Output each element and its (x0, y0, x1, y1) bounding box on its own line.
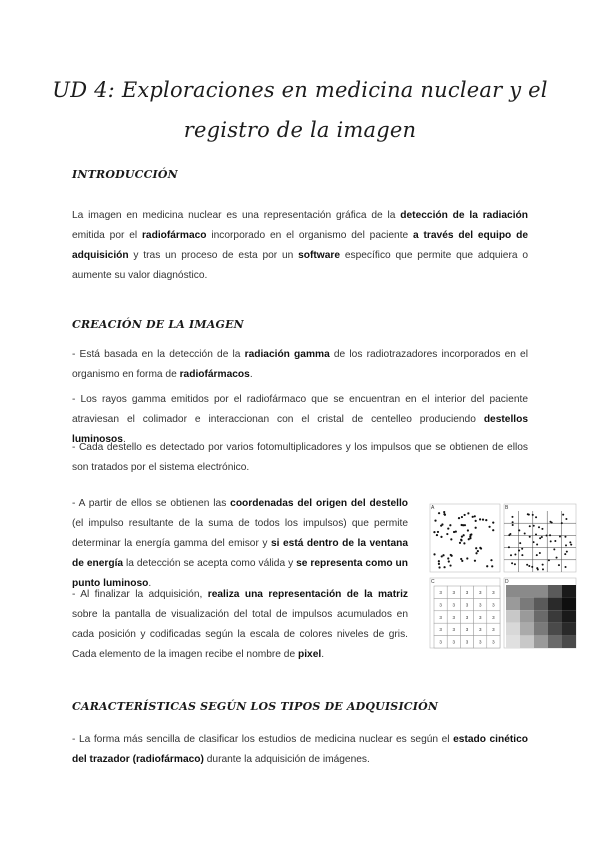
paragraph-bold: realiza una representación de la matriz (207, 589, 408, 600)
scintillation-dot (433, 553, 435, 555)
scintillation-dot (508, 546, 510, 548)
panel-c-label: C (431, 579, 435, 585)
intro-text: emitida por el (72, 230, 142, 241)
grayscale-cell (562, 635, 576, 648)
matrix-cell-value: 3 (452, 590, 456, 595)
scintillation-dot (436, 534, 438, 536)
matrix-cell-value: 3 (492, 590, 495, 595)
grayscale-cell (562, 598, 576, 611)
intro-bold: detección de la radiación (400, 210, 528, 221)
intro-bold: a través del equipo de adquisición (72, 230, 528, 261)
paragraph-bold: coordenadas del origen del destello (230, 498, 408, 509)
intro-text: específico que permite que adquiera o aumente su valor diagnóstico. (72, 250, 528, 281)
scintillation-dot (533, 525, 535, 527)
scintillation-dot (440, 536, 442, 538)
paragraph-bold: si está dentro de la ventana de energía (72, 538, 408, 569)
matrix-cell-value: 3 (465, 590, 469, 595)
scintillation-dot (539, 552, 541, 554)
grayscale-cell (520, 635, 534, 648)
scintillation-dot (462, 524, 464, 526)
scintillation-dot (549, 534, 551, 536)
scintillation-dot (443, 566, 445, 568)
features-heading: CARACTERÍSTICAS SEGÚN LOS TIPOS DE ADQUISICIÓN (72, 700, 439, 713)
matrix-cell-value: 3 (452, 639, 456, 645)
matrix-cell-value: 3 (478, 639, 482, 645)
grayscale-cell (506, 635, 520, 648)
scintillation-dot (532, 514, 534, 516)
scintillation-dot (475, 552, 477, 554)
intro-bold: software (298, 250, 341, 261)
scintillation-dot (542, 568, 544, 570)
scintillation-dot (519, 542, 521, 544)
matrix-cell-value: 3 (465, 602, 469, 608)
scintillation-dot (469, 537, 471, 539)
scintillation-dot (554, 540, 556, 542)
scintillation-dot (441, 555, 443, 557)
scintillation-dot (463, 542, 465, 544)
matrix-cell-value: 3 (478, 614, 482, 620)
panel-a-label: A (431, 505, 435, 511)
matrix-cell-value: 3 (478, 602, 482, 608)
grayscale-cell (506, 585, 520, 598)
scintillation-dot (559, 535, 561, 537)
scintillation-dot (490, 559, 492, 561)
grayscale-cell (534, 598, 548, 611)
paragraph-bold: estado cinético del trazador (radiofármaco) (72, 734, 528, 765)
paragraph-text: - Está basada en la detección de la (72, 349, 245, 360)
scintillation-dot (524, 532, 526, 534)
scintillation-dot (434, 520, 436, 522)
matrix-cell-value: 3 (439, 627, 442, 633)
scintillation-dot (535, 534, 537, 536)
scintillation-dot (459, 542, 461, 544)
scintillation-dot (447, 557, 449, 559)
intro-text: y tras un proceso de esta por un (128, 250, 299, 261)
paragraph-text: . (249, 369, 253, 380)
scintillation-dot (463, 534, 465, 536)
grayscale-cell (534, 610, 548, 623)
paragraph-text: durante la adquisición de imágenes. (203, 754, 370, 765)
scintillation-dot (510, 554, 512, 556)
scintillation-dot (461, 560, 463, 562)
panel-b (504, 504, 576, 572)
panel-c (430, 578, 500, 648)
scintillation-dot (449, 564, 451, 566)
scintillation-dot (467, 512, 469, 514)
creation-paragraph-3 (72, 438, 528, 478)
scintillation-dot (443, 513, 445, 515)
grayscale-cell (520, 610, 534, 623)
grayscale-cell (520, 623, 534, 636)
grayscale-cell (520, 598, 534, 611)
scintillation-dot (541, 536, 543, 538)
matrix-cell-value: 3 (452, 627, 456, 633)
paragraph-text: - A partir de ellos se obtienen las (72, 498, 231, 509)
scintillation-dot (492, 529, 494, 531)
scintillation-dot (438, 566, 440, 568)
grayscale-cell (506, 610, 520, 623)
scintillation-dot (475, 520, 477, 522)
scintillation-dot (441, 523, 443, 525)
scintillation-dot (492, 521, 494, 523)
scintillation-dot (564, 553, 566, 555)
scintillation-dot (514, 563, 516, 565)
scintillation-dot (528, 565, 530, 567)
scintillation-dot (486, 565, 488, 567)
scintillation-dot (479, 547, 481, 549)
scintillation-dot (533, 541, 535, 543)
scintillation-dot (531, 566, 533, 568)
scintillation-dot (538, 526, 540, 528)
creation-paragraph-1 (72, 345, 528, 385)
grayscale-cell (562, 623, 576, 636)
scintillation-dot (472, 516, 474, 518)
matrix-cell-value: 3 (465, 614, 469, 620)
scintillation-dot (536, 554, 538, 556)
paragraph-text: de los radiotrazadores incorporados en el organismo en forma de (72, 349, 528, 380)
features-paragraph-1 (72, 730, 528, 770)
paragraph-text: . (321, 649, 325, 660)
paragraph-bold: se representa como un punto luminoso (72, 558, 408, 589)
scintillation-dot (565, 544, 567, 546)
scintillation-dot (479, 518, 481, 520)
creation-heading: CREACIÓN DE LA IMAGEN (72, 318, 244, 331)
grayscale-cell (534, 623, 548, 636)
paragraph-bold: radiación gamma (244, 349, 330, 360)
matrix-cell-value: 3 (452, 602, 456, 608)
matrix-cell-value: 3 (439, 602, 442, 608)
scintillation-dot (461, 536, 463, 538)
scintillation-dot (529, 525, 531, 527)
scintillation-dot (518, 549, 520, 551)
panel-d-grayscale (506, 585, 576, 648)
scintillation-dot (553, 548, 555, 550)
grayscale-cell (548, 635, 562, 648)
grayscale-cell (548, 598, 562, 611)
grayscale-cell (520, 585, 534, 598)
paragraph-text: (el impulso resultante de la suma de todos los impulsos) que permite determinar la energía gamma del emisor y (72, 518, 408, 549)
panel-d (504, 578, 576, 648)
scintillation-dot (464, 514, 466, 516)
paragraph-text: . (122, 434, 126, 445)
scintillation-dot (518, 529, 520, 531)
grayscale-cell (548, 610, 562, 623)
panel-a (430, 504, 500, 572)
grayscale-cell (506, 598, 520, 611)
intro-heading: INTRODUCCIÓN (72, 168, 178, 181)
title-line-1: UD 4: Exploraciones en medicina nuclear y el (52, 78, 548, 102)
scintillation-dot (446, 533, 448, 535)
scintillation-dot (477, 550, 479, 552)
scintillation-dot (565, 518, 567, 520)
scintillation-dot (461, 516, 463, 518)
matrix-cell-value: 3 (478, 627, 482, 633)
scintillation-dot (482, 519, 484, 521)
scintillation-dot (460, 539, 462, 541)
paragraph-text: . (148, 578, 152, 589)
scintillation-dot (556, 557, 558, 559)
scintillation-dot (438, 563, 440, 565)
matrix-cell-value: 3 (492, 614, 495, 620)
scintillation-dot (537, 568, 539, 570)
matrix-cell-value: 3 (439, 614, 442, 620)
scintillation-dot (511, 516, 513, 518)
matrix-cell-value: 3 (478, 590, 482, 595)
acquisition-matrix-figure (428, 500, 578, 650)
scintillation-dot (561, 522, 563, 524)
scintillation-dot (443, 511, 445, 513)
scintillation-dot (521, 548, 523, 550)
scintillation-dot (542, 564, 544, 566)
scintillation-dot (470, 533, 472, 535)
scintillation-dot (546, 535, 548, 537)
grayscale-cell (548, 623, 562, 636)
scintillation-dot (558, 564, 560, 566)
scintillation-dot (491, 565, 493, 567)
scintillation-dot (508, 534, 510, 536)
scintillation-dot (521, 554, 523, 556)
scintillation-dot (564, 536, 566, 538)
grayscale-cell (562, 610, 576, 623)
scintillation-dot (512, 524, 514, 526)
grayscale-cell (534, 585, 548, 598)
scintillation-dot (562, 514, 564, 516)
paragraph-bold: destellos luminosos (72, 414, 528, 445)
scintillation-dot (551, 522, 553, 524)
page-title (40, 70, 560, 150)
panel-b-label: B (505, 505, 509, 511)
intro-text: La imagen en medicina nuclear es una representación gráfica de la (72, 210, 401, 221)
title-line-2: registro de la imagen (183, 118, 417, 142)
scintillation-dot (528, 514, 530, 516)
scintillation-dot (448, 560, 450, 562)
intro-bold: radiofármaco (141, 230, 207, 241)
scintillation-dot (485, 519, 487, 521)
matrix-cell-value: 3 (465, 627, 469, 633)
scintillation-dot (460, 558, 462, 560)
paragraph-text: - Los rayos gamma emitidos por el radiofármaco que se encuentran en el interior del paciente atraviesan el colimador e interaccionan con el cristal de centelleo produciendo (72, 394, 528, 425)
scintillation-dot (488, 526, 490, 528)
grayscale-cell (548, 585, 562, 598)
paragraph-text: - Cada destello es detectado por varios fotomultiplicadores y los impulsos que se obtienen de ellos son tratados por el sistema electrónico. (72, 442, 528, 473)
scintillation-dot (474, 560, 476, 562)
matrix-cell-value: 3 (452, 614, 456, 620)
scintillation-dot (511, 562, 513, 564)
matrix-cell-value: 3 (439, 639, 442, 645)
intro-text: incorporado en el organismo del paciente (206, 230, 414, 241)
scintillation-dot (514, 554, 516, 556)
scintillation-dot (526, 564, 528, 566)
scintillation-dot (438, 512, 440, 514)
paragraph-bold: radiofármacos (179, 369, 250, 380)
scintillation-dot (548, 559, 550, 561)
matrix-cell-value: 3 (465, 639, 469, 645)
scintillation-dot (466, 557, 468, 559)
panel-d-label: D (505, 579, 509, 585)
creation-paragraph-5 (72, 585, 408, 665)
grayscale-cell (506, 623, 520, 636)
grayscale-cell (562, 585, 576, 598)
matrix-cell-value: 3 (492, 627, 495, 633)
scintillation-dot (512, 521, 514, 523)
grayscale-cell (534, 635, 548, 648)
scintillation-dot (467, 529, 469, 531)
scintillation-dot (566, 551, 568, 553)
scintillation-dot (437, 531, 439, 533)
intro-paragraph (72, 206, 528, 286)
scintillation-dot (536, 544, 538, 546)
paragraph-text: - Al finalizar la adquisición, (72, 589, 208, 600)
scintillation-dot (450, 538, 452, 540)
scintillation-dot (475, 527, 477, 529)
scintillation-dot (450, 554, 452, 556)
scintillation-dot (550, 540, 552, 542)
paragraph-bold: pixel (297, 649, 322, 660)
scintillation-dot (433, 531, 435, 533)
paragraph-text: - La forma más sencilla de clasificar los estudios de medicina nuclear es según el (72, 734, 454, 745)
matrix-cell-value: 3 (492, 602, 495, 608)
scintillation-dot (458, 517, 460, 519)
scintillation-dot (541, 528, 543, 530)
scintillation-dot (438, 560, 440, 562)
scintillation-dot (565, 566, 567, 568)
scintillation-dot (447, 527, 449, 529)
scintillation-dot (539, 537, 541, 539)
scintillation-dot (475, 547, 477, 549)
matrix-cell-value: 3 (439, 590, 442, 595)
creation-paragraph-4 (72, 494, 408, 594)
scintillation-dot (570, 544, 572, 546)
scintillation-dot (453, 531, 455, 533)
paragraph-text: la detección se acepta como válida y (123, 558, 297, 569)
scintillation-dot (569, 541, 571, 543)
paragraph-text: sobre la pantalla de visualización del total de impulsos acumulados en cada posición y codificadas según la escala de colores niveles de gris. Cada elemento de la imagen recibe el nombre de (72, 609, 408, 660)
matrix-cell-value: 3 (492, 639, 495, 645)
scintillation-dot (529, 536, 531, 538)
panel-c-grid (434, 586, 500, 648)
scintillation-dot (474, 515, 476, 517)
scintillation-dot (535, 516, 537, 518)
scintillation-dot (449, 524, 451, 526)
